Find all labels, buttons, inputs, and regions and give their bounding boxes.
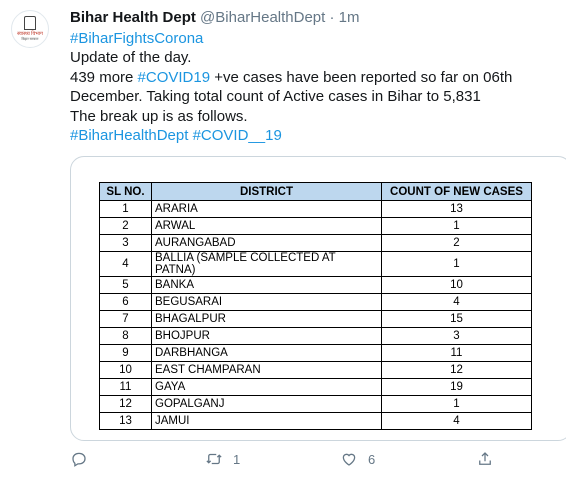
- cell-district: ARWAL: [152, 218, 382, 235]
- cell-sl-no: 13: [100, 413, 152, 430]
- column-header: COUNT OF NEW CASES: [382, 183, 532, 201]
- tweet-actions: [70, 450, 500, 472]
- table-row: [100, 277, 532, 294]
- cell-sl-no: 11: [100, 379, 152, 396]
- like-count: 6: [368, 451, 376, 467]
- cell-district: BALLIA (SAMPLE COLLECTED AT PATNA): [152, 252, 382, 277]
- table-row: [100, 311, 532, 328]
- table-row: [100, 396, 532, 413]
- cell-sl-no: 6: [100, 294, 152, 311]
- retweet-count: 1: [233, 451, 241, 467]
- separator: ·: [329, 9, 335, 26]
- reply-button[interactable]: [70, 450, 88, 468]
- cell-count: 4: [382, 294, 532, 311]
- cell-district: BEGUSARAI: [152, 294, 382, 311]
- cell-count: 4: [382, 413, 532, 430]
- column-header: DISTRICT: [152, 183, 382, 201]
- table-row: [100, 413, 532, 430]
- share-button[interactable]: [476, 450, 494, 468]
- cell-district: BANKA: [152, 277, 382, 294]
- heart-icon: [340, 450, 358, 468]
- cell-count: 19: [382, 379, 532, 396]
- cases-table: [99, 182, 532, 430]
- hashtag-link[interactable]: #BiharFightsCorona: [70, 30, 204, 47]
- cell-district: ARARIA: [152, 201, 382, 218]
- cell-count: 1: [382, 252, 532, 277]
- tweet-text-line: December. Taking total count of Active cases in Bihar to 5,831: [70, 88, 481, 106]
- retweet-button[interactable]: [205, 450, 240, 468]
- cell-sl-no: 10: [100, 362, 152, 379]
- cell-count: 2: [382, 235, 532, 252]
- like-button[interactable]: [340, 450, 375, 468]
- retweet-icon: [205, 450, 223, 468]
- cell-sl-no: 12: [100, 396, 152, 413]
- tweet-text-line: Update of the day.: [70, 49, 192, 67]
- cell-district: BHOJPUR: [152, 328, 382, 345]
- table-row: [100, 328, 532, 345]
- table-row: [100, 345, 532, 362]
- cell-sl-no: 8: [100, 328, 152, 345]
- cell-sl-no: 4: [100, 252, 152, 277]
- hashtag-link[interactable]: #COVID19: [137, 68, 211, 86]
- cell-count: 1: [382, 218, 532, 235]
- cell-district: GOPALGANJ: [152, 396, 382, 413]
- avatar-logo-line2: बिहार सरकार: [21, 37, 39, 41]
- tweet-text-line: The break up is as follows.: [70, 107, 248, 125]
- table-row: [100, 362, 532, 379]
- reply-icon: [70, 450, 88, 468]
- cell-district: EAST CHAMPARAN: [152, 362, 382, 379]
- tweet-text: [70, 29, 556, 145]
- cell-district: GAYA: [152, 379, 382, 396]
- table-row: [100, 252, 532, 277]
- cell-count: 1: [382, 396, 532, 413]
- display-name[interactable]: Bihar Health Dept: [70, 9, 196, 26]
- tweet-media-image[interactable]: [70, 156, 566, 441]
- tweet-header: [70, 8, 556, 28]
- table-row: [100, 235, 532, 252]
- cell-sl-no: 7: [100, 311, 152, 328]
- cell-count: 11: [382, 345, 532, 362]
- timestamp[interactable]: 1m: [338, 9, 360, 26]
- handle[interactable]: @BiharHealthDept: [200, 9, 326, 26]
- cell-district: AURANGABAD: [152, 235, 382, 252]
- cell-district: DARBHANGA: [152, 345, 382, 362]
- cell-count: 10: [382, 277, 532, 294]
- cell-sl-no: 3: [100, 235, 152, 252]
- cell-count: 3: [382, 328, 532, 345]
- table-header-row: [100, 183, 532, 201]
- emblem-icon: [24, 16, 36, 30]
- cell-sl-no: 5: [100, 277, 152, 294]
- table-row: [100, 201, 532, 218]
- avatar[interactable]: [11, 10, 49, 48]
- cell-count: 12: [382, 362, 532, 379]
- cell-sl-no: 2: [100, 218, 152, 235]
- hashtag-link[interactable]: #COVID__19: [192, 127, 282, 145]
- cell-count: 15: [382, 311, 532, 328]
- share-icon: [476, 450, 494, 468]
- hashtag-link[interactable]: #BiharHealthDept: [70, 127, 189, 145]
- table-row: [100, 294, 532, 311]
- table-body: [100, 201, 532, 430]
- table-row: [100, 218, 532, 235]
- cell-district: BHAGALPUR: [152, 311, 382, 328]
- avatar-logo-line1: स्वास्थ्य विभाग: [17, 31, 43, 37]
- tweet-content: [70, 8, 556, 145]
- table-row: [100, 379, 532, 396]
- tweet-text-segment: +ve cases have been reported so far on 06th: [210, 68, 513, 86]
- cell-count: 13: [382, 201, 532, 218]
- cell-district: JAMUI: [152, 413, 382, 430]
- cell-sl-no: 1: [100, 201, 152, 218]
- tweet-text-segment: 439 more: [70, 68, 138, 86]
- column-header: SL NO.: [100, 183, 152, 201]
- cell-sl-no: 9: [100, 345, 152, 362]
